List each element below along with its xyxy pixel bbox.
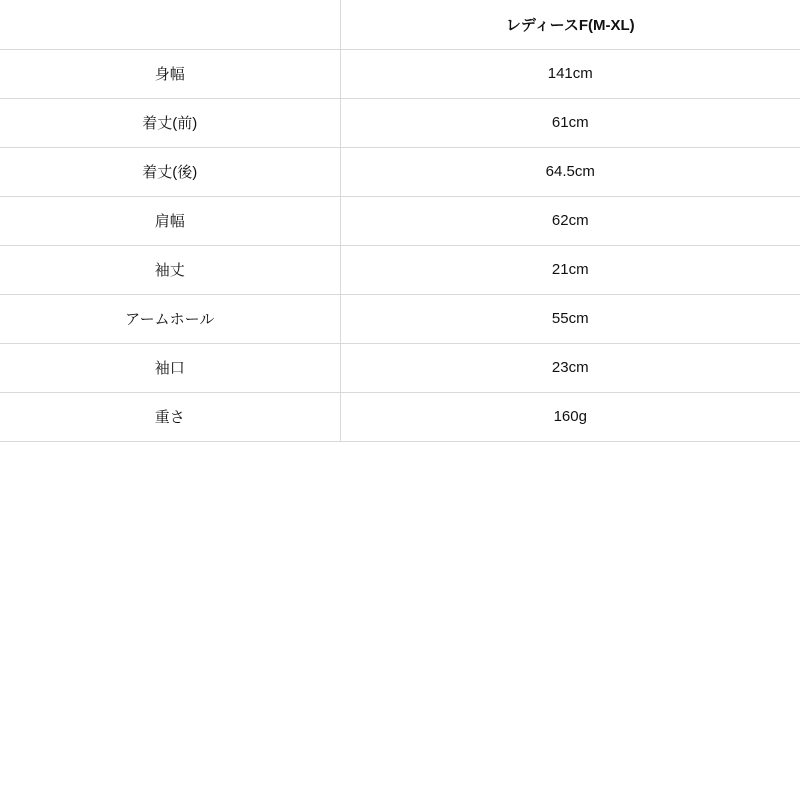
measure-label: 身幅 bbox=[0, 49, 340, 98]
measure-label: アームホール bbox=[0, 294, 340, 343]
measure-value: 160g bbox=[340, 392, 800, 441]
measure-label: 着丈(後) bbox=[0, 147, 340, 196]
measure-value: 62cm bbox=[340, 196, 800, 245]
measure-label: 袖丈 bbox=[0, 245, 340, 294]
header-label-cell bbox=[0, 0, 340, 49]
table-row bbox=[0, 147, 800, 196]
measure-value: 21cm bbox=[340, 245, 800, 294]
table-header-row bbox=[0, 0, 800, 49]
measure-label: 肩幅 bbox=[0, 196, 340, 245]
table-row bbox=[0, 392, 800, 441]
measure-value: 61cm bbox=[340, 98, 800, 147]
table-row bbox=[0, 98, 800, 147]
table-row bbox=[0, 294, 800, 343]
measure-label: 重さ bbox=[0, 392, 340, 441]
measure-label: 着丈(前) bbox=[0, 98, 340, 147]
measure-value: 55cm bbox=[340, 294, 800, 343]
measure-label: 袖口 bbox=[0, 343, 340, 392]
measure-value: 141cm bbox=[340, 49, 800, 98]
table-row bbox=[0, 49, 800, 98]
blank-area bbox=[0, 442, 800, 802]
table-row bbox=[0, 196, 800, 245]
header-value-cell: レディースF(M-XL) bbox=[340, 0, 800, 49]
measure-value: 23cm bbox=[340, 343, 800, 392]
table-row bbox=[0, 245, 800, 294]
measure-value: 64.5cm bbox=[340, 147, 800, 196]
table-row bbox=[0, 343, 800, 392]
